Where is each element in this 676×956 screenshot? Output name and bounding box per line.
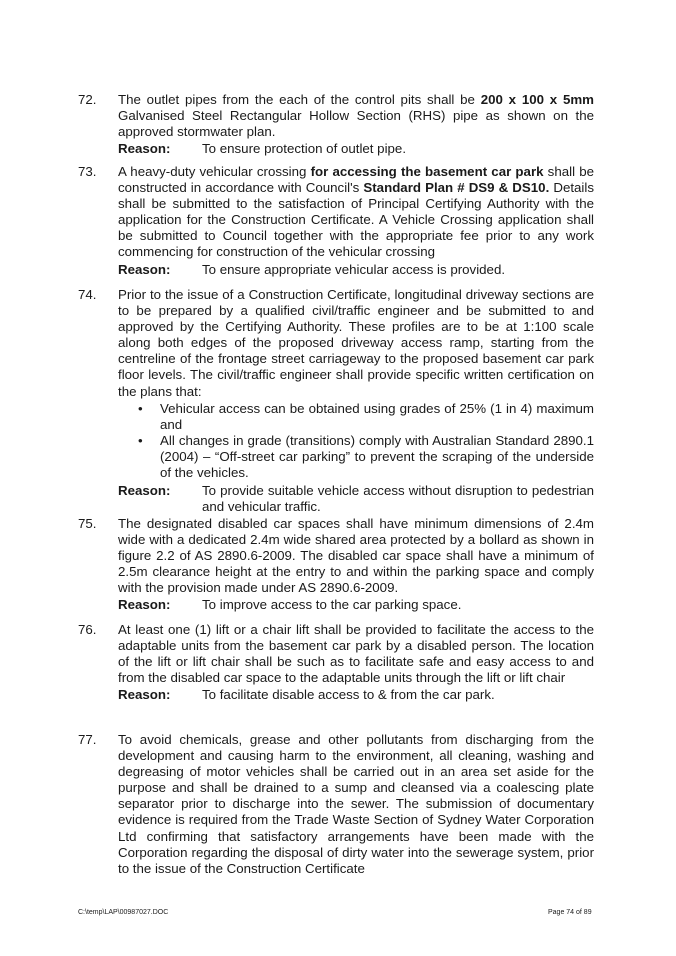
bullet-item — [138, 400, 594, 433]
text-run: The outlet pipes from the each of the control pits shall be — [118, 92, 481, 107]
text-run-bold: 200 x 100 x 5mm — [480, 92, 594, 107]
text-run: Prior to the issue of a Construction Certificate, longitudinal driveway sections are to be prepared by a qualified civil/traffic engineer and be submitted to and approved by the Certifying Authority. These profiles are to be at 1:100 scale along both edges of the proposed driveway access ramp, starting from the centreline of the frontage street carriageway to the proposed basement car park floor levels. The civil/traffic engineer shall provide specific written certification on the plans that: — [118, 287, 594, 399]
condition-76 — [78, 622, 594, 703]
condition-number: 77. — [78, 732, 97, 747]
reason-text: To ensure protection of outlet pipe. — [202, 141, 407, 157]
text-run-bold: for accessing the basement car park — [310, 164, 544, 179]
bullet-dot-icon: • — [138, 400, 143, 416]
reason-line — [118, 687, 594, 703]
reason-line — [118, 597, 594, 613]
reason-label: Reason: — [118, 687, 171, 703]
text-run: Details shall be submitted to the satisfaction of Principal Certifying Authority with the application for the Construction Certificate. A Vehicle Crossing application shall be submitted to Council together with the appropriate fee prior to any work commencing for construction of the vehicular crossing — [118, 180, 594, 260]
condition-number: 73. — [78, 164, 97, 179]
text-run: Galvanised Steel Rectangular Hollow Section (RHS) pipe as shown on the approved stormwater plan. — [118, 108, 594, 140]
condition-73 — [78, 164, 594, 278]
reason-label: Reason: — [118, 483, 171, 499]
text-run: To avoid chemicals, grease and other pollutants from discharging from the development and causing harm to the environment, all cleaning, washing and degreasing of motor vehicles shall be carried out in an area set aside for the purpose and shall be drained to a sump and cleansed via a coalescing plate separator prior to discharge into the sewer. The submission of documentary evidence is required from the Trade Waste Section of Sydney Water Corporation Ltd confirming that satisfactory arrangements have been made with the Corporation regarding the disposal of dirty water into the sewerage system, prior to the issue of the Construction Certificate — [118, 732, 594, 876]
condition-text — [118, 732, 594, 877]
reason-line — [118, 141, 594, 157]
bullet-dot-icon: • — [138, 432, 143, 448]
condition-number: 72. — [78, 92, 97, 107]
reason-label: Reason: — [118, 597, 171, 613]
condition-number: 74. — [78, 287, 97, 302]
footer-file-path: C:\temp\LAP\00987027.DOC — [78, 909, 169, 916]
condition-number: 76. — [78, 622, 97, 637]
condition-text — [118, 287, 594, 400]
bullet-list — [118, 401, 594, 481]
condition-text — [118, 92, 594, 140]
bullet-text: All changes in grade (transitions) comply with Australian Standard 2890.1 (2004) – “Off-street car parking” to prevent the scraping of the underside of the vehicles. — [160, 432, 594, 481]
reason-text: To improve access to the car parking space. — [202, 597, 462, 613]
reason-text: To provide suitable vehicle access without disruption to pedestrian and vehicular traffic. — [202, 483, 594, 515]
condition-77 — [78, 732, 594, 877]
reason-line — [118, 262, 594, 278]
bullet-item — [138, 432, 594, 481]
text-run: The designated disabled car spaces shall have minimum dimensions of 2.4m wide with a dedicated 2.4m wide shared area protected by a bollard as shown in figure 2.2 of AS 2890.6-2009. The disabled car space shall have a minimum of 2.5m clearance height at the entry to and within the parking space and comply with the provision made under AS 2890.6-2009. — [118, 516, 594, 596]
text-run: A heavy-duty vehicular crossing — [118, 164, 311, 179]
reason-text: To ensure appropriate vehicular access is provided. — [202, 261, 506, 277]
condition-text — [118, 516, 594, 596]
reason-label: Reason: — [118, 141, 171, 157]
condition-75 — [78, 516, 594, 614]
text-run: At least one (1) lift or a chair lift shall be provided to facilitate the access to the adaptable units from the basement car park by a disabled person. The location of the lift or lift chair shall be such as to facilitate safe and easy access to and from the disabled car space to the adaptable units through the lift or lift chair — [118, 622, 594, 686]
reason-text: To facilitate disable access to & from the car park. — [202, 687, 495, 703]
reason-label: Reason: — [118, 261, 171, 277]
condition-number: 75. — [78, 516, 97, 531]
footer-page-number: Page 74 of 89 — [548, 909, 592, 916]
text-run-bold: Standard Plan # DS9 & DS10. — [363, 180, 550, 196]
bullet-text: Vehicular access can be obtained using grades of 25% (1 in 4) maximum and — [160, 400, 594, 432]
condition-text — [118, 622, 594, 686]
reason-line — [118, 483, 594, 515]
condition-text — [118, 164, 594, 261]
condition-72 — [78, 92, 594, 157]
condition-74 — [78, 287, 594, 515]
text-run: shall be constructed in accordance with Council's — [118, 164, 594, 196]
